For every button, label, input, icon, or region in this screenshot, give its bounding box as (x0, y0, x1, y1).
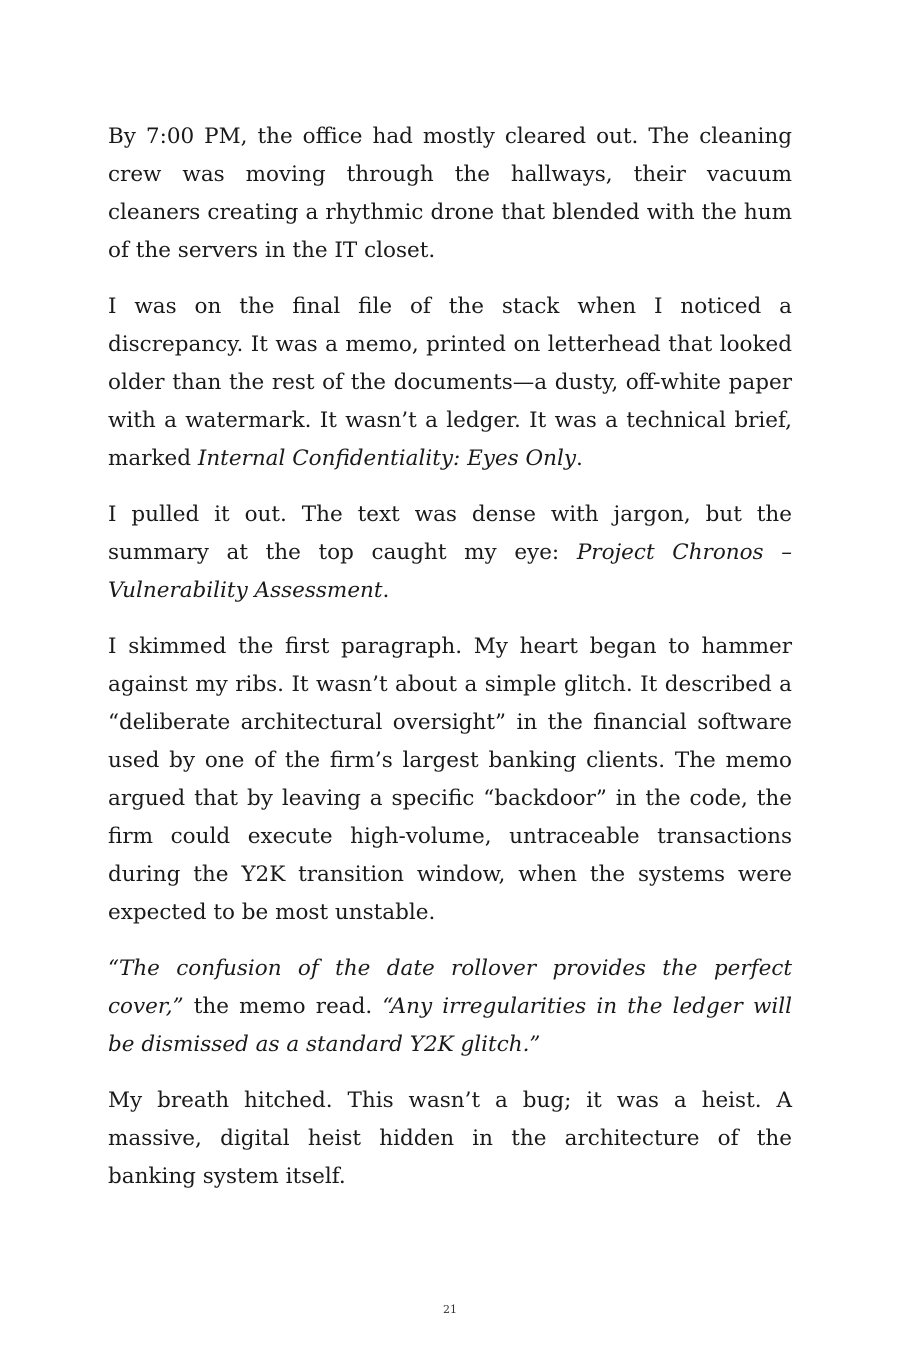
paragraph-3-end: . (382, 578, 390, 603)
paragraph-6: My breath hitched. This wasn’t a bug; it was a heist. A massive, digital heist hidden in the architecture of the banking system itself. (108, 1088, 792, 1189)
paragraph-3-text: I pulled it out. The text was dense with jargon, but the summary at the top caught my eye: (108, 502, 792, 565)
page-body (108, 118, 792, 1214)
paragraph-2-text: I was on the final file of the stack when I noticed a discrepancy. It was a memo, printed on letterhead that looked older than the rest of the documents—a dusty, off-white paper with a watermark. It wasn’t a ledger. It was a technical brief, marked (108, 294, 792, 471)
paragraph-5-quote-1: “The confusion of the date rollover provides the perfect cover,” (108, 956, 792, 1019)
paragraph-1: By 7:00 PM, the office had mostly cleared out. The cleaning crew was moving through the hallways, their vacuum cleaners creating a rhythmic drone that blended with the hum of the servers in the IT closet. (108, 124, 792, 263)
paragraph-2 (108, 288, 792, 478)
paragraph-5-quote-2: “Any irregularities in the ledger will be dismissed as a standard Y2K glitch.” (108, 994, 792, 1057)
page-number: 21 (443, 1303, 457, 1316)
paragraph-5 (108, 950, 792, 1064)
paragraph-2-end: . (576, 446, 583, 471)
paragraph-3-italic: Project Chronos – Vulnerability Assessment (108, 540, 792, 603)
paragraph-3 (108, 496, 792, 610)
paragraph-5-middle: the memo read. (183, 994, 383, 1019)
paragraph-2-italic: Internal Confidentiality: Eyes Only (197, 446, 576, 471)
paragraph-4: I skimmed the first paragraph. My heart began to hammer against my ribs. It wasn’t about a simple glitch. It described a “deliberate architectural oversight” in the financial software used by one of the firm’s largest banking clients. The memo argued that by leaving a specific “backdoor” in the code, the firm could execute high-volume, untraceable transactions during the Y2K transition window, when the systems were expected to be most unstable. (108, 634, 792, 925)
